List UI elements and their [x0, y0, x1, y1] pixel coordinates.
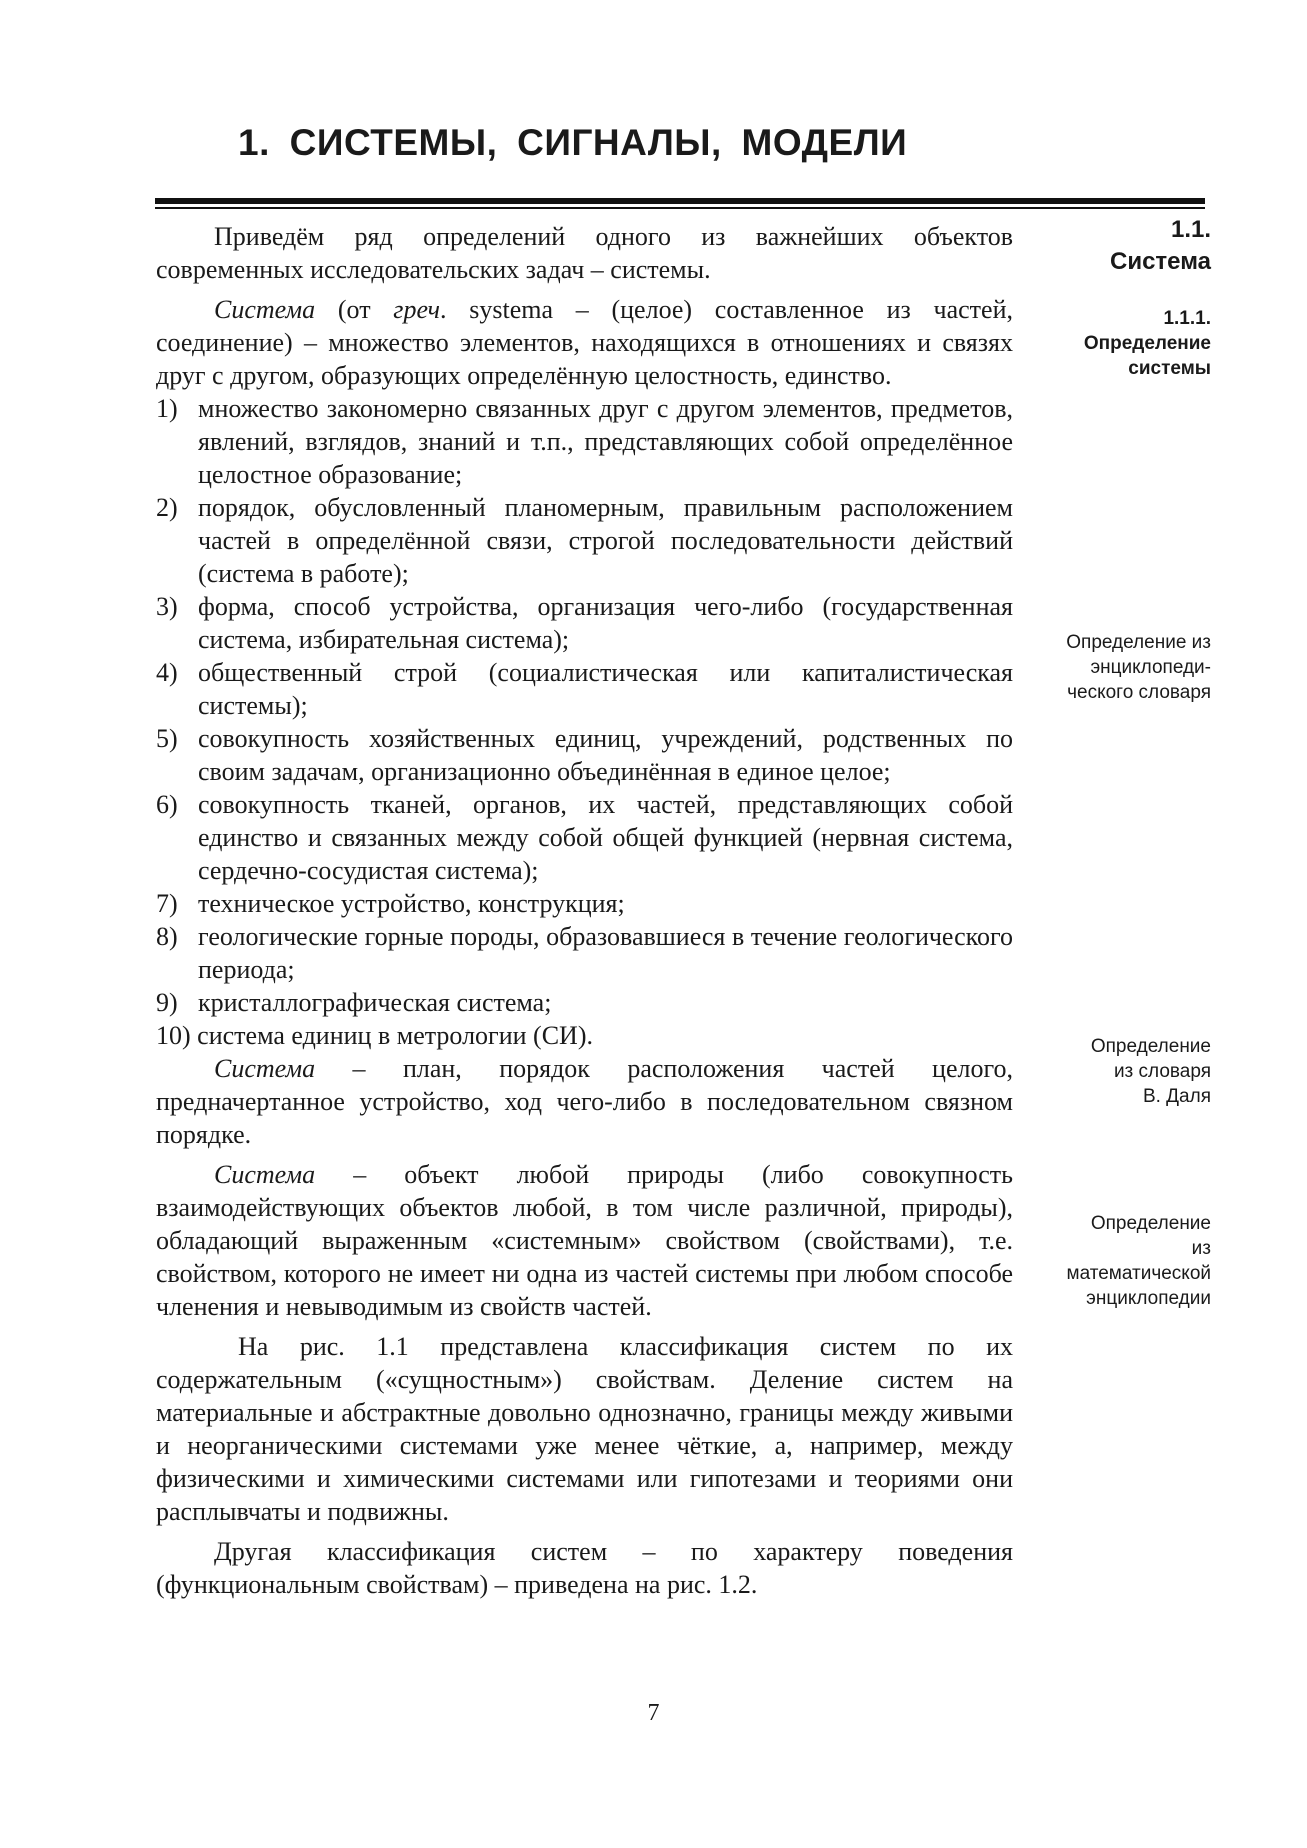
margin-note-line: Определение — [1090, 1213, 1211, 1234]
definition-term: Система — [214, 295, 316, 324]
list-item — [156, 887, 1013, 920]
list-item — [156, 788, 1013, 887]
list-item-number: 6) — [156, 790, 178, 819]
greek-abbrev: греч — [393, 295, 441, 324]
list-item-text: геологические горные породы, образовавшиеся в течение геологического периода; — [198, 922, 1013, 984]
main-text-column — [156, 220, 1013, 1601]
definition-text: – план, порядок расположения частей целого, предначертанное устройство, ход чего-либо в последовательном связном порядке. — [156, 1054, 1013, 1149]
header-rule-thick — [155, 198, 1205, 204]
page-number: 7 — [647, 1700, 660, 1726]
list-item-text: множество закономерно связанных друг с другом элементов, предметов, явлений, взглядов, знаний и т.п., представляющих собой определённое целостное образование; — [198, 394, 1013, 489]
list-item — [156, 392, 1013, 491]
list-item-number: 5) — [156, 724, 178, 753]
list-item — [156, 986, 1013, 1019]
margin-note-line: из — [1191, 1238, 1211, 1259]
definition-text: . systema – (целое) составленное из частей, соединение) – множество элементов, находящихся в отношениях и связях друг с другом, образующих определённую целостность, единство. — [156, 295, 1013, 390]
margin-note-line: Определение — [1090, 1036, 1211, 1057]
definition-term: Система — [214, 1160, 316, 1189]
list-item-number: 3) — [156, 592, 178, 621]
list-item — [156, 722, 1013, 788]
list-item-text: совокупность тканей, органов, их частей, представляющих собой единство и связанных между собой общей функцией (нервная система, сердечно-сосудистая система); — [198, 790, 1013, 885]
definition-text: (от — [315, 295, 394, 324]
definition-paragraph-3 — [156, 1158, 1013, 1323]
list-item-number: 4) — [156, 658, 178, 687]
margin-note-math — [1067, 1211, 1211, 1311]
margin-note-line: энциклопедии — [1086, 1288, 1211, 1309]
list-item — [156, 1019, 1013, 1052]
definition-paragraph-2 — [156, 1052, 1013, 1151]
margin-note-line: Определение из — [1066, 632, 1211, 653]
definition-text: – объект любой природы (либо совокупность взаимодействующих объектов любой, в том числе различной, природы), обладающий выраженным «системным» свойством (свойствами), т.е. свойством, которого не имеет ни одна из частей системы при любом способе членения и невыводимым из свойств частей. — [156, 1160, 1013, 1321]
list-item-text: общественный строй (социалистическая или капиталистическая системы); — [198, 658, 1013, 720]
list-item — [156, 590, 1013, 656]
margin-note-line: энциклопеди- — [1090, 657, 1211, 678]
figure-2-paragraph: Другая классификация систем – по характеру поведения (функциональным свойствам) – приведена на рис. 1.2. — [156, 1537, 1013, 1599]
definition-paragraph-1 — [156, 293, 1013, 392]
chapter-title: 1. СИСТЕМЫ, СИГНАЛЫ, МОДЕЛИ — [238, 122, 908, 163]
margin-note-line: из словаря — [1113, 1061, 1211, 1082]
list-item-text: система единиц в метрологии (СИ). — [197, 1021, 593, 1050]
subsection-number: 1.1.1. — [1163, 308, 1211, 329]
list-item-number: 9) — [156, 988, 178, 1017]
list-item-number: 8) — [156, 922, 178, 951]
subsection-title-line2: системы — [1128, 358, 1211, 379]
intro-paragraph: Приведём ряд определений одного из важнейших объектов современных исследовательских задач – системы. — [156, 222, 1013, 284]
list-item-number: 1) — [156, 394, 178, 423]
list-item-text: совокупность хозяйственных единиц, учреждений, родственных по своим задачам, организационно объединённая в единое целое; — [198, 724, 1013, 786]
list-item-number: 7) — [156, 889, 178, 918]
margin-note-encyclopedic — [1066, 630, 1211, 705]
definition-list — [156, 392, 1013, 1052]
margin-note-dal — [1091, 1034, 1211, 1109]
list-item-number: 10) — [156, 1021, 191, 1050]
list-item-text: техническое устройство, конструкция; — [198, 889, 625, 918]
list-item — [156, 491, 1013, 590]
margin-note-line: ческого словаря — [1067, 682, 1211, 703]
section-title: Система — [1109, 248, 1211, 275]
list-item-text: форма, способ устройства, организация чего-либо (государственная система, избирательная система); — [198, 592, 1013, 654]
list-item-number: 2) — [156, 493, 178, 522]
header-rule-thin — [155, 207, 1205, 209]
list-item — [156, 656, 1013, 722]
margin-note-line: математической — [1066, 1263, 1211, 1284]
figure-1-paragraph: На рис. 1.1 представлена классификация систем по их содержательным («сущностным») свойствам. Деление систем на материальные и абстрактные довольно однозначно, границы между живыми и неорганическими системами уже менее чёткие, а, например, между физическими и химическими системами или гипотезами и теориями они расплывчаты и подвижны. — [156, 1332, 1013, 1526]
definition-term: Система — [214, 1054, 316, 1083]
margin-note-line: В. Даля — [1142, 1086, 1211, 1107]
section-number: 1.1. — [1170, 216, 1211, 243]
margin-subsection-heading — [1084, 306, 1211, 381]
list-item-text: кристаллографическая система; — [198, 988, 552, 1017]
margin-section-heading — [1110, 214, 1211, 278]
list-item — [156, 920, 1013, 986]
list-item-text: порядок, обусловленный планомерным, правильным расположением частей в определённой связи, строгой последовательности действий (система в работе); — [198, 493, 1013, 588]
subsection-title-line1: Определение — [1083, 333, 1211, 354]
